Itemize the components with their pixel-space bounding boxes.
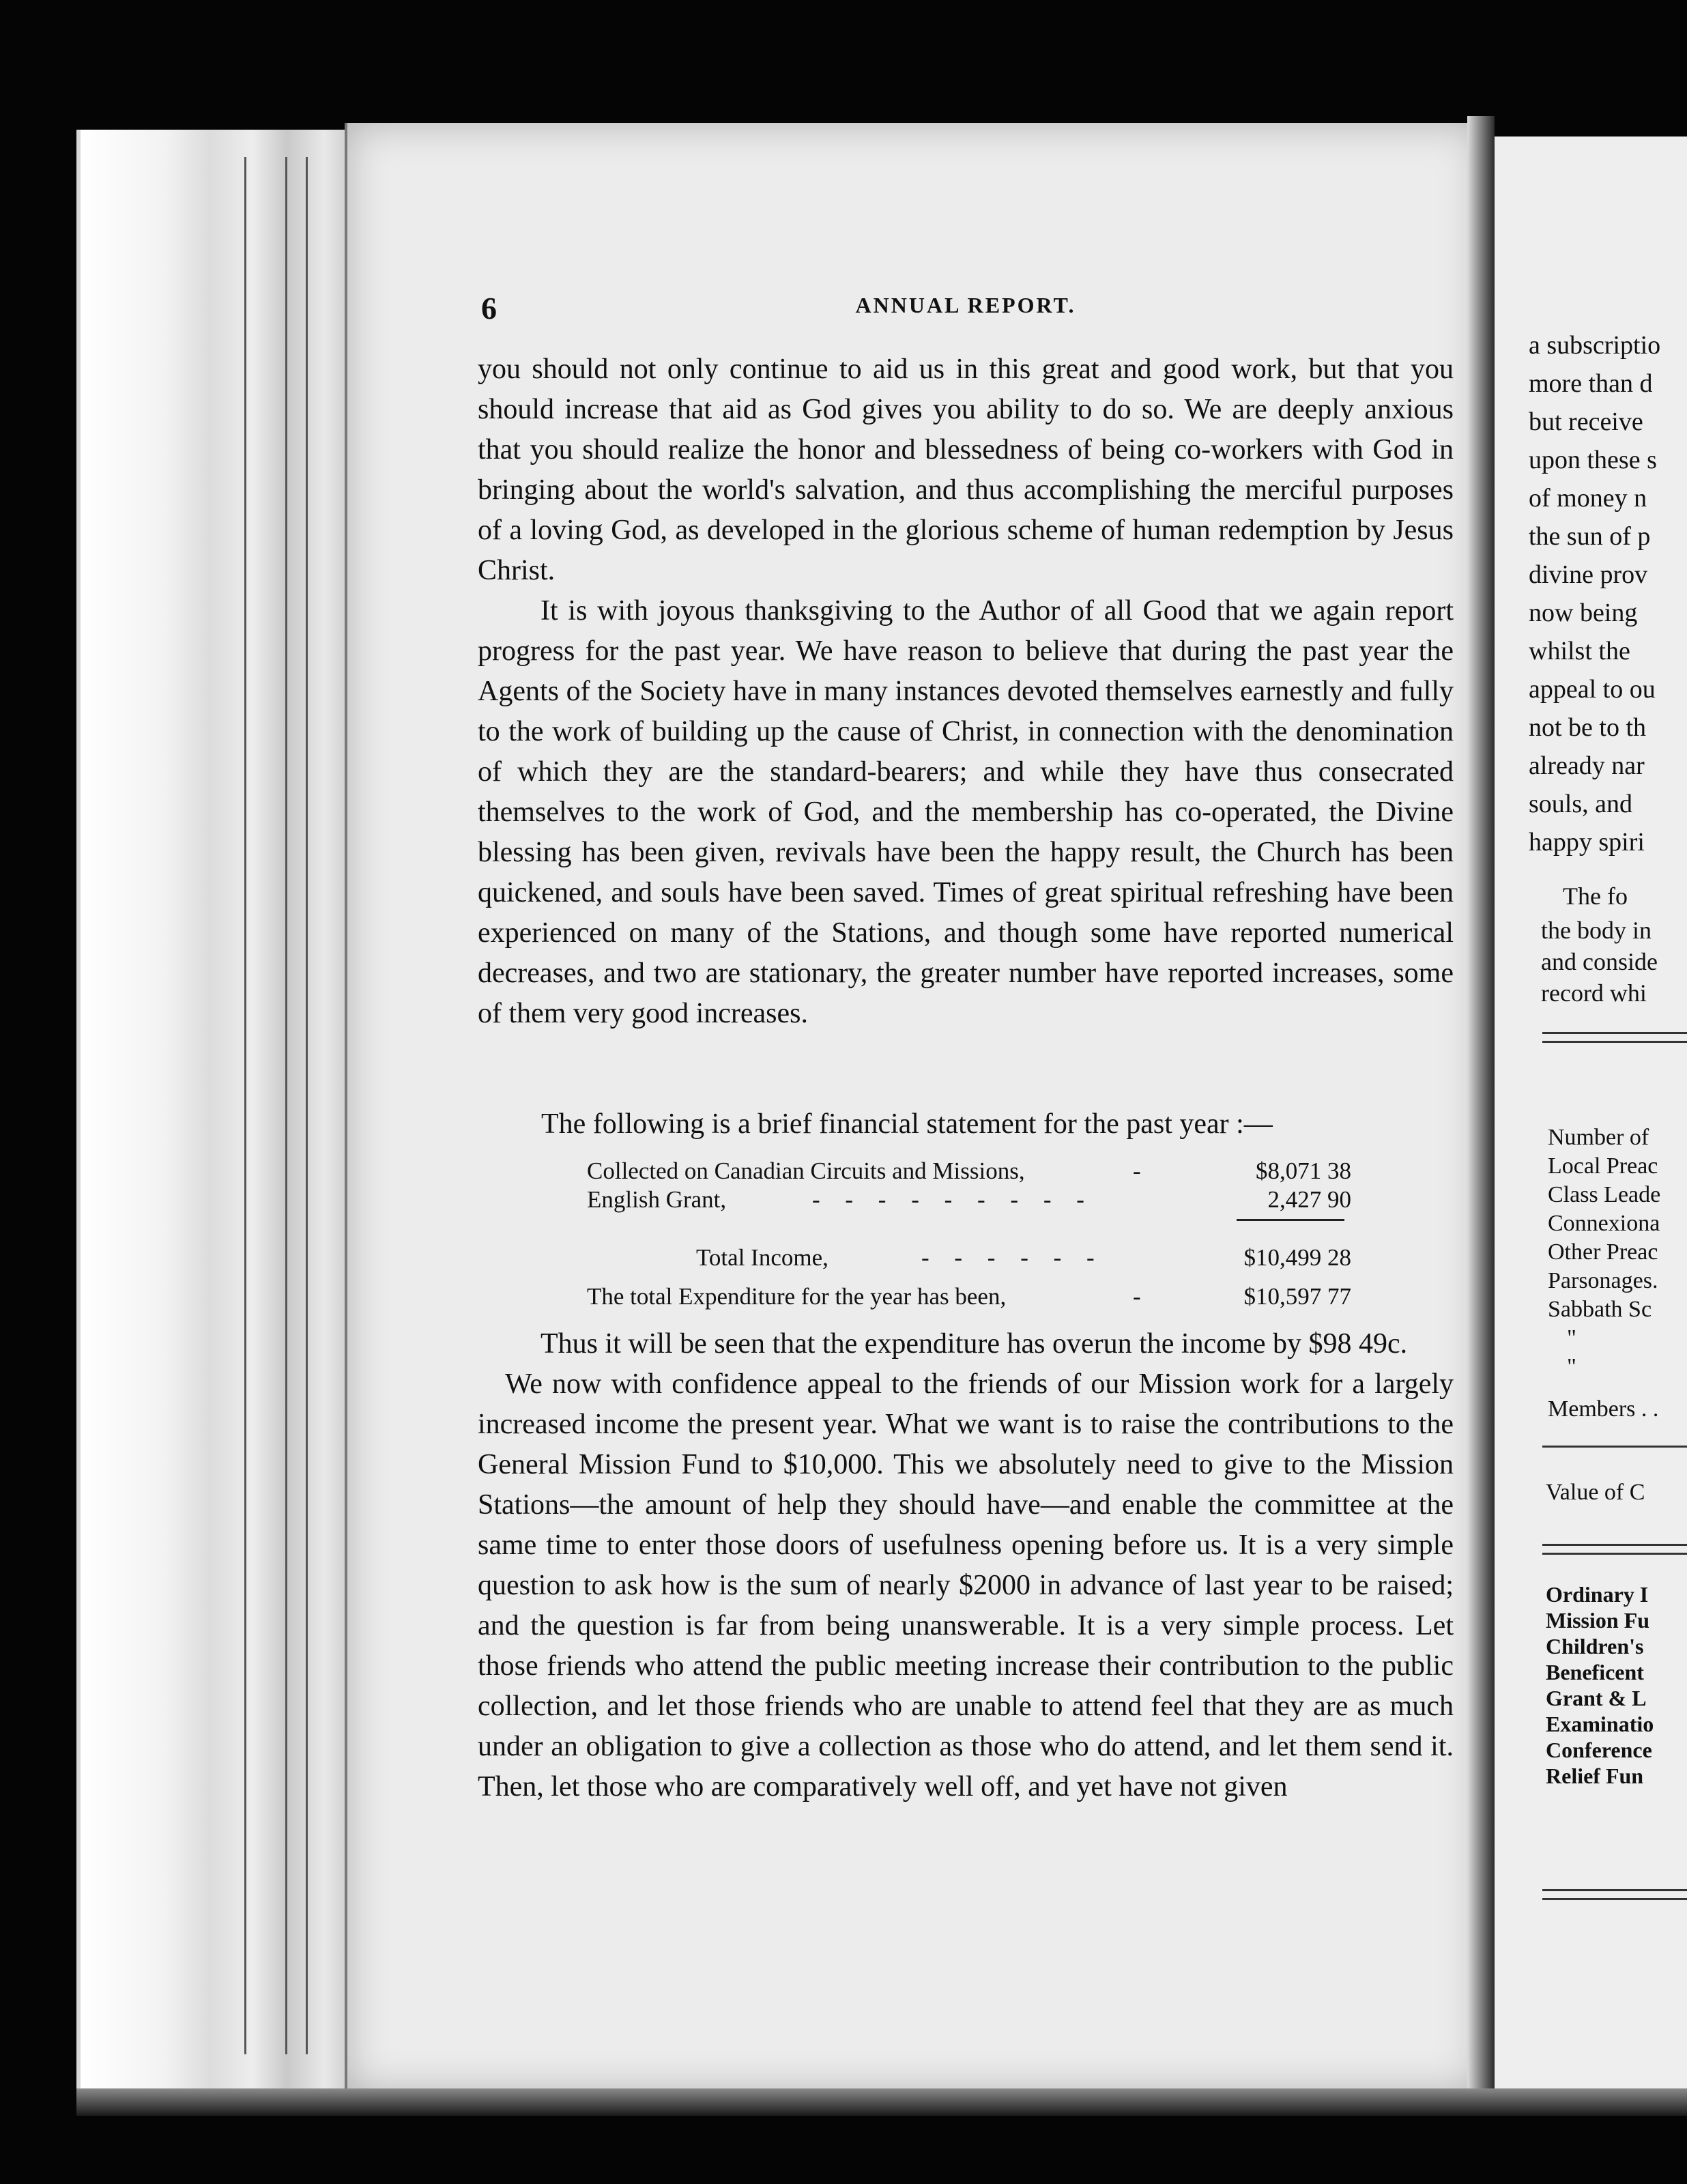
- right-table-cell: Conference: [1546, 1738, 1652, 1762]
- right-table-cell: Children's: [1546, 1634, 1644, 1658]
- right-table-cell: Ordinary I: [1546, 1582, 1649, 1607]
- right-table-cell: Examinatio: [1546, 1712, 1654, 1736]
- page-header: [481, 290, 1450, 324]
- right-table-cell: Other Preac: [1548, 1239, 1658, 1265]
- fin-row-english-grant: [587, 1186, 1351, 1216]
- fin-row-expenditure: [587, 1283, 1351, 1313]
- fin-label: The total Expenditure for the year has been,: [587, 1283, 1007, 1310]
- right-line: appeal to ou: [1529, 675, 1656, 704]
- double-rule: [1542, 1889, 1687, 1900]
- fin-label: Collected on Canadian Circuits and Missions,: [587, 1158, 1025, 1184]
- right-line: record whi: [1541, 979, 1647, 1007]
- fin-amount: 2,427 90: [1267, 1186, 1351, 1213]
- page-edge-line: [306, 157, 308, 2054]
- right-table-cell: Sabbath Sc: [1548, 1297, 1652, 1322]
- right-table-cell: Beneficent: [1546, 1660, 1644, 1684]
- right-line: now being: [1529, 599, 1638, 627]
- right-page-lines-para: [1529, 880, 1687, 1009]
- fin-amount: $10,499 28: [1243, 1244, 1351, 1271]
- sum-rule: [1237, 1219, 1344, 1221]
- paragraph-3: Thus it will be seen that the expenditure has overun the income by $98 49c.: [540, 1328, 1408, 1360]
- right-line: already nar: [1529, 751, 1645, 780]
- double-rule: [1542, 1032, 1687, 1043]
- right-table-cell: Class Leade: [1548, 1182, 1661, 1207]
- right-table-cell: Mission Fu: [1546, 1608, 1650, 1633]
- body-text-upper: [478, 349, 1454, 1034]
- right-line: souls, and: [1529, 790, 1632, 818]
- right-table-cell: ": [1567, 1354, 1576, 1379]
- page-number: 6: [481, 291, 497, 326]
- right-line: a subscriptio: [1529, 331, 1661, 360]
- financial-intro: The following is a brief financial statement for the past year :—: [541, 1108, 1273, 1140]
- paragraph-4: We now with confidence appeal to the friends of our Mission work for a largely increased income the present year. What we want is to raise the contributions to the General Mission Fund to $10,000. This we absolutely need to give to the Mission Stations—the amount of help they should have—and enable the committee at the same time to enter those doors of usefulness opening before us. It is a very simple question to ask how is the sum of nearly $2000 in advance of last year to be raised; and the question is far from being unanswerable. It is a very simple process. Let those friends who attend the public meeting increase their contribution to the public collection, and let those friends who are unable to attend feel that they are as much under an obligation to give a collection as those who do attend, and let them send it. Then, let those who are comparatively well off, and yet have not given: [478, 1368, 1454, 1802]
- fin-dots: -: [1133, 1158, 1151, 1184]
- book-gutter: [1467, 116, 1495, 2095]
- right-line: whilst the: [1529, 637, 1630, 665]
- book-bottom-edge: [76, 2088, 1687, 2116]
- right-table-cell: Number of: [1548, 1125, 1649, 1150]
- right-table-2: [1546, 1582, 1687, 1790]
- double-rule: [1542, 1544, 1687, 1555]
- right-line: upon these s: [1529, 446, 1657, 474]
- right-line: of money n: [1529, 484, 1647, 513]
- fin-label: Total Income,: [696, 1244, 828, 1271]
- right-line: the sun of p: [1529, 522, 1651, 551]
- right-line: The fo: [1563, 882, 1628, 910]
- body-text-lower: [478, 1324, 1454, 1807]
- page-edge-line: [285, 157, 287, 2054]
- fin-dots: -: [1133, 1283, 1151, 1310]
- right-line: more than d: [1529, 369, 1653, 398]
- right-table-cell: ": [1567, 1325, 1576, 1351]
- fin-dots: - - - - - -: [921, 1244, 1104, 1271]
- right-value-label: Value of C: [1546, 1480, 1645, 1505]
- right-table-cell: Local Preac: [1548, 1153, 1658, 1179]
- fin-row-total-income: [587, 1244, 1351, 1274]
- right-line: the body in: [1541, 917, 1652, 944]
- book-page-edges: [76, 130, 367, 2095]
- fin-dots: - - - - - - - - -: [812, 1186, 1094, 1213]
- right-table-cell: Members . .: [1548, 1396, 1659, 1422]
- right-table-cell: Parsonages.: [1548, 1268, 1658, 1293]
- running-head: ANNUAL REPORT.: [855, 293, 1076, 317]
- right-line: happy spiri: [1529, 828, 1645, 857]
- right-table-1: [1548, 1125, 1687, 1425]
- right-line: and conside: [1541, 948, 1658, 975]
- fin-amount: $10,597 77: [1243, 1283, 1351, 1310]
- fin-row-collected: [587, 1158, 1351, 1188]
- right-table-cell: Connexiona: [1548, 1211, 1660, 1236]
- right-line: not be to th: [1529, 713, 1647, 742]
- fin-amount: $8,071 38: [1256, 1158, 1351, 1184]
- right-table-cell: Relief Fun: [1546, 1764, 1644, 1788]
- paragraph-1: you should not only continue to aid us in this great and good work, but that you should increase that aid as God gives you ability to do so. We are deeply anxious that you should realize the honor and blessedness of being co-workers with God in bringing about the world's salvation, and thus accomplishing the merciful purposes of a loving God, as developed in the glorious scheme of human redemption by Jesus Christ.: [478, 354, 1454, 586]
- right-line: divine prov: [1529, 560, 1648, 589]
- page-edge-line: [244, 157, 246, 2054]
- single-rule: [1542, 1446, 1687, 1454]
- right-page-lines-top: [1529, 326, 1687, 861]
- fin-label: English Grant,: [587, 1186, 727, 1213]
- right-line: but receive: [1529, 407, 1643, 436]
- right-table-cell: Grant & L: [1546, 1686, 1647, 1710]
- paragraph-2: It is with joyous thanksgiving to the Author of all Good that we again report progress for the past year. We have reason to believe that during the past year the Agents of the Society have in many instances devoted themselves earnestly and fully to the work of building up the cause of Christ, in connection with the denomination of which they are the standard-bearers; and while they have thus consecrated themselves to the work of God, and the membership has co-operated, the Divine blessing has been given, revivals have been the happy result, the Church has been quickened, and souls have been saved. Times of great spiritual refreshing have been experienced on many of the Stations, and though some have reported numerical decreases, and two are stationary, the greater number have reported increases, some of them very good increases.: [478, 595, 1454, 1029]
